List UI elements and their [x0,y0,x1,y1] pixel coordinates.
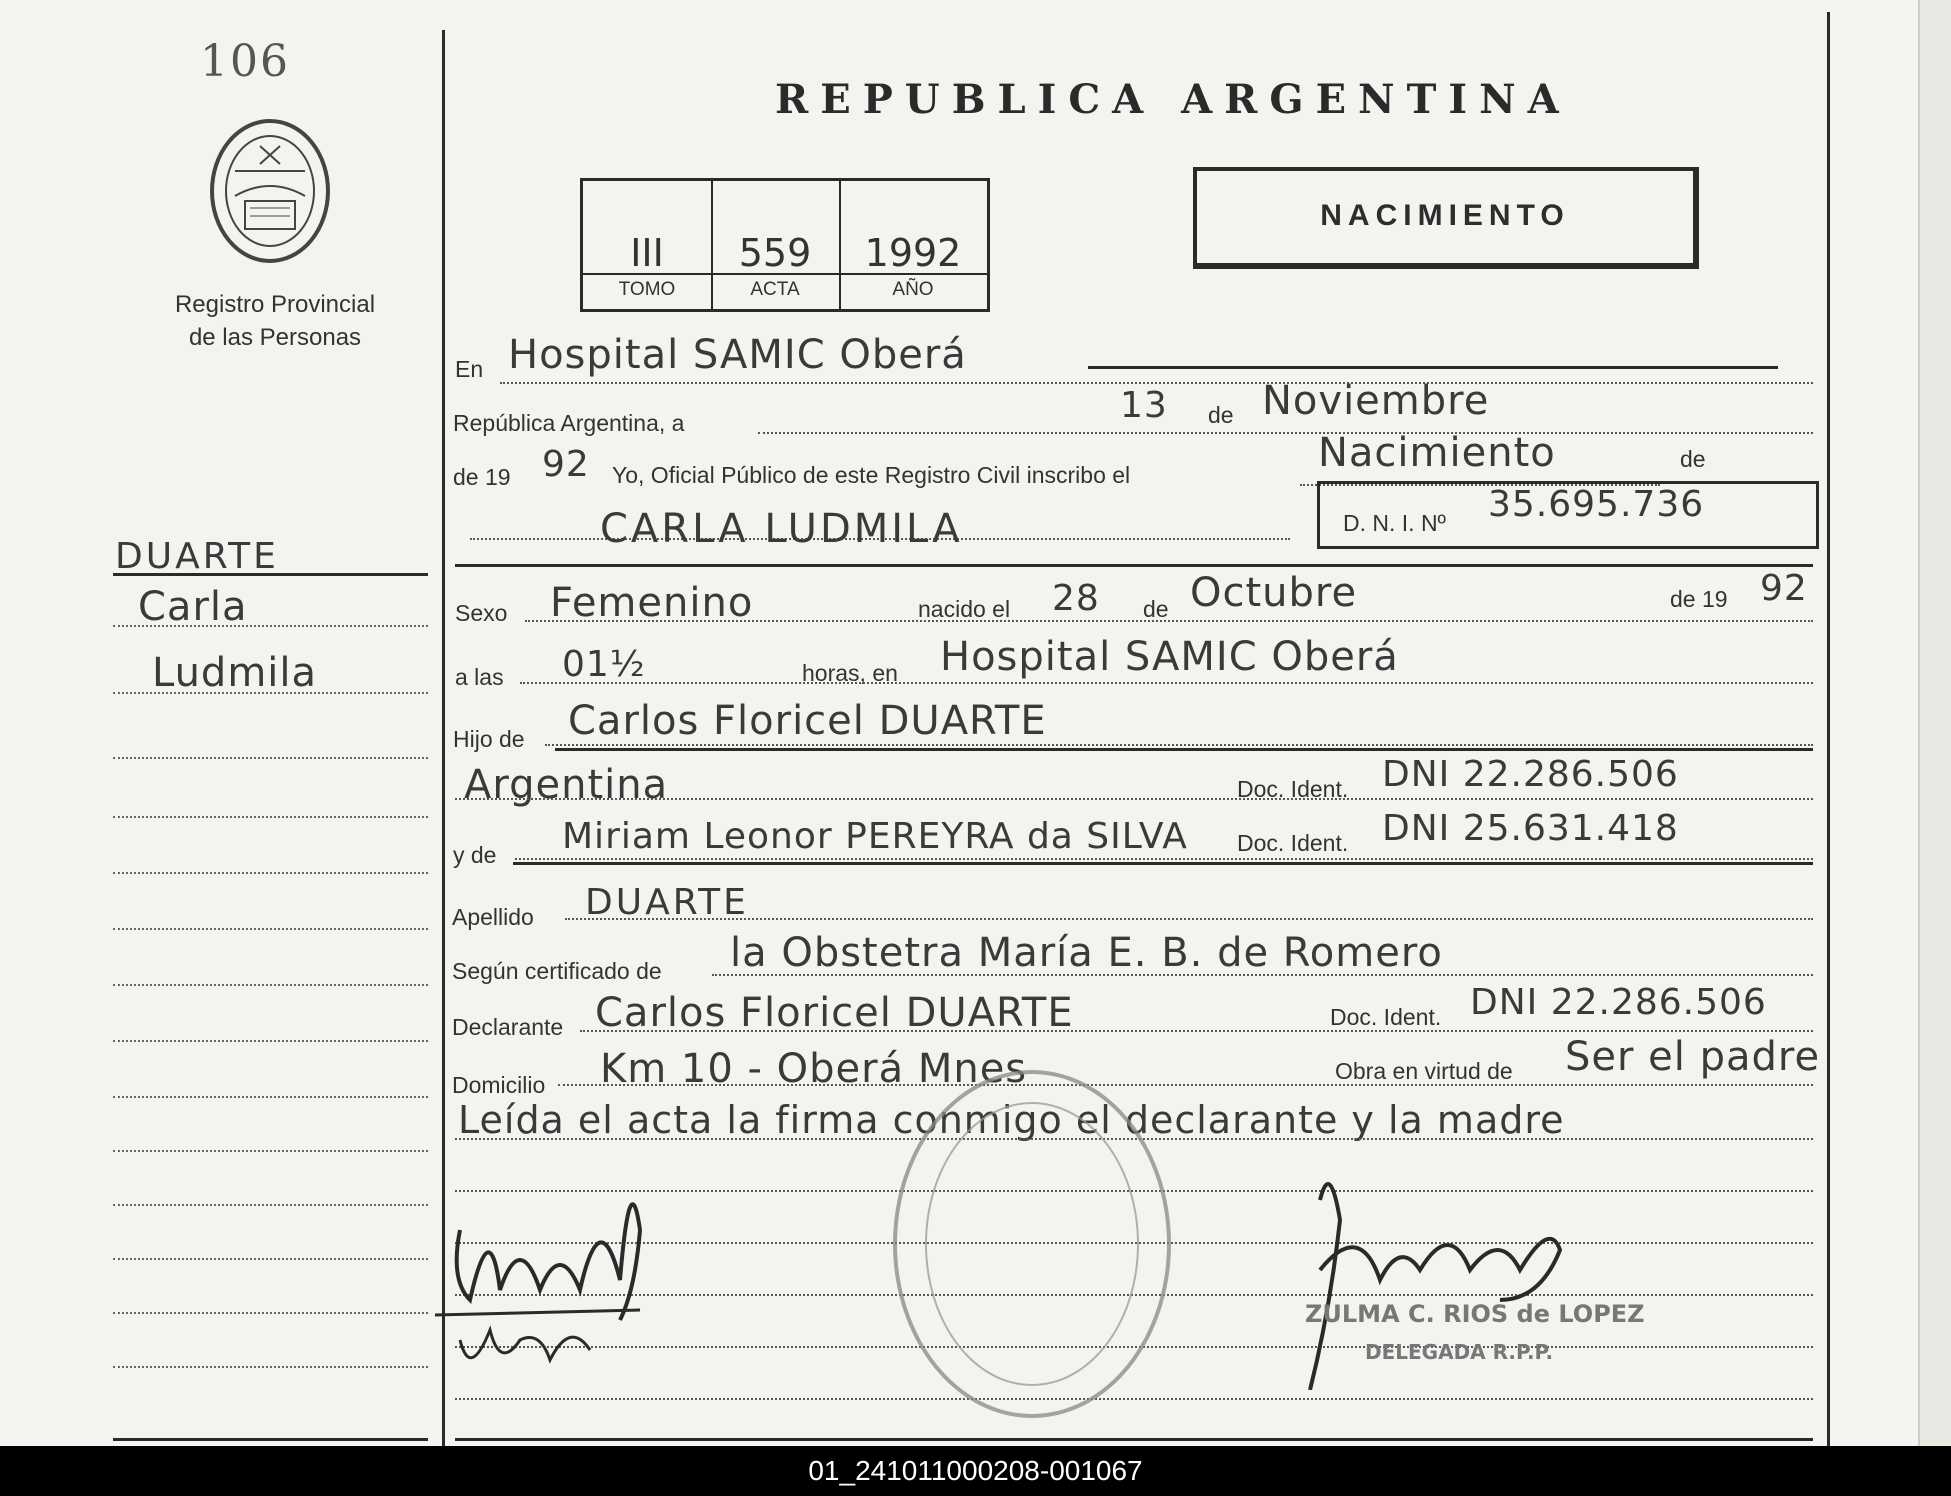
mother-value: Miriam Leonor PEREYRA da SILVA [562,816,1188,857]
registry-line-2: de las Personas [188,324,362,351]
en-line-ink [1088,366,1778,369]
sexo-label: Sexo [455,600,508,626]
segun-line [712,974,1813,976]
birth-year-prefix: de 19 [1670,586,1728,612]
record-number-table [580,178,990,312]
margin-surname: DUARTE [115,536,279,577]
declarante-value: Carlos Floricel DUARTE [595,990,1074,1036]
official-stamp-title: DELEGADA R.P.P. [1365,1340,1554,1364]
margin-line [113,1040,428,1042]
year-prefix: de 19 [453,464,511,490]
domicilio-value: Km 10 - Oberá Mnes [600,1046,1028,1092]
de-label: de [1208,402,1234,428]
apellido-value: DUARTE [585,882,749,923]
ruled-line [455,1398,1813,1400]
section-divider [455,564,1813,567]
registry-name [130,288,420,354]
father-line [545,744,1813,746]
domicilio-line [558,1084,1813,1086]
margin-line [113,1204,428,1206]
father-doc-label: Doc. Ident. [1237,776,1349,802]
mother-doc-value: DNI 25.631.418 [1382,808,1679,849]
margin-line [113,1312,428,1314]
leida-text: Leída el acta la firma conmigo el declarante y la madre [458,1098,1565,1142]
margin-bottom-line [113,1438,428,1441]
page-edge [1918,0,1951,1446]
birth-year: 92 [1760,568,1808,609]
acta-value: 559 [738,231,812,275]
anio-cell [839,181,987,309]
official-stamp-name: ZULMA C. RIOS de LOPEZ [1305,1300,1645,1328]
father-value: Carlos Floricel DUARTE [568,698,1047,744]
apellido-line [565,918,1813,920]
day-value: 13 [1120,385,1168,426]
margin-line [113,1366,428,1368]
en-value: Hospital SAMIC Oberá [508,332,967,378]
registry-line-1: Registro Provincial [174,291,376,318]
declarante-label: Declarante [452,1014,564,1040]
mother-doc-label: Doc. Ident. [1237,830,1349,856]
birth-day: 28 [1052,578,1100,619]
nationality-line [455,798,1813,800]
anio-value: 1992 [864,231,962,275]
republica-line [758,432,1813,434]
margin-line [113,1258,428,1260]
margin-line [113,984,428,986]
mother-divider [513,862,1813,865]
hora-line [520,682,1813,684]
segun-value: la Obstetra María E. B. de Romero [730,930,1443,976]
margin-line [113,928,428,930]
margin-name-1: Carla [138,584,248,630]
official-seal [893,1070,1171,1418]
en-line [500,382,1813,384]
declarante-doc-label: Doc. Ident. [1330,1004,1442,1030]
name-value: CARLA LUDMILA [600,506,963,552]
nacido-label: nacido el [918,596,1011,622]
republica-label: República Argentina, a [453,410,685,436]
tomo-cell [583,181,713,309]
anio-label: AÑO [839,273,987,301]
declarante-doc-value: DNI 22.286.506 [1470,982,1767,1023]
father-doc-value: DNI 22.286.506 [1382,754,1679,795]
margin-line [113,625,428,627]
de3-label: de [1143,596,1169,622]
horas-label: horas, en [802,660,898,686]
record-type-box [1193,167,1699,269]
margin-line [113,872,428,874]
mother-line [515,858,1813,860]
father-nationality: Argentina [464,762,669,808]
margin-line [113,1150,428,1152]
year-value: 92 [542,444,590,485]
sexo-value: Femenino [550,580,754,626]
declarant-signature [430,1170,660,1390]
right-border [1827,12,1830,1446]
father-divider [555,748,1813,751]
alas-label: a las [455,664,504,690]
dni-value: 35.695.736 [1488,484,1705,525]
margin-line [113,1096,428,1098]
event-value: Nacimiento [1318,430,1556,476]
hijo-label: Hijo de [453,726,525,752]
obra-label: Obra en virtud de [1335,1058,1513,1084]
hora-value: 01½ [562,644,646,685]
de2-label: de [1680,446,1706,472]
margin-name-2: Ludmila [152,650,318,696]
en-label: En [455,356,484,382]
margin-line [113,692,428,694]
sexo-line [525,620,1813,622]
dni-label: D. N. I. Nº [1343,510,1446,536]
page-title: REPUBLICA ARGENTINA [775,76,1571,123]
acta-label: ACTA [711,273,839,301]
domicilio-label: Domicilio [452,1072,546,1098]
record-type: NACIMIENTO [1320,199,1570,232]
apellido-label: Apellido [452,904,534,930]
folio-number: 106 [200,36,290,87]
margin-line [113,816,428,818]
month-value: Noviembre [1262,378,1490,424]
place-value: Hospital SAMIC Oberá [940,634,1399,680]
birth-month: Octubre [1190,570,1358,616]
official-text: Yo, Oficial Público de este Registro Civil inscribo el [612,462,1131,488]
tomo-label: TOMO [583,273,711,301]
declarante-line [580,1030,1813,1032]
segun-label: Según certificado de [452,958,662,984]
tomo-value: III [630,231,664,275]
yde-label: y de [453,842,497,868]
acta-cell [711,181,841,309]
margin-line [113,757,428,759]
provincia-misiones-emblem [205,116,335,266]
margin-surname-line [113,573,428,576]
image-id-footer: 01_241011000208-001067 [0,1446,1951,1496]
obra-value: Ser el padre [1565,1034,1821,1080]
bottom-rule [455,1438,1813,1441]
